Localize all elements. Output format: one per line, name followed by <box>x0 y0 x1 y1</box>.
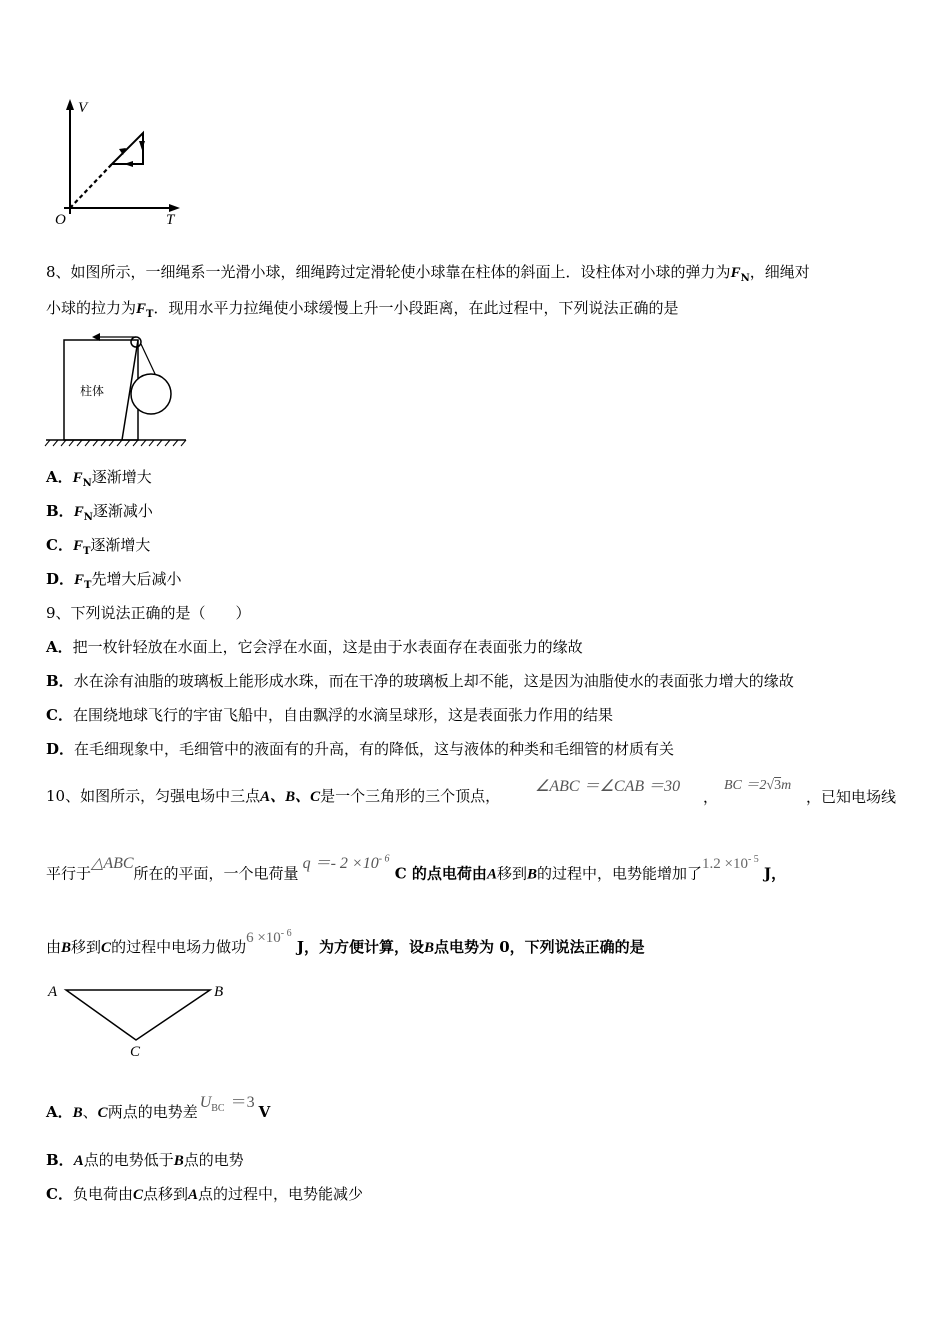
vt-graph <box>46 96 196 230</box>
q9-option-a: A．把一枚针轻放在水面上，它会浮在水面，这是由于水表面存在表面张力的缘故 <box>46 638 583 656</box>
q10-option-a: A．B、C两点的电势差$U_{BC} =3V$ <box>46 1094 271 1121</box>
ground-hatching <box>45 440 186 446</box>
q8-option-a: A．$F_N$逐渐增大 <box>46 468 152 489</box>
q10-option-b: B．A点的电势低于B点的电势 <box>46 1151 244 1169</box>
vertex-a-label: A <box>48 984 58 1000</box>
triangle-figure <box>44 978 244 1062</box>
dashed-extension <box>70 164 112 208</box>
y-axis-label: V <box>78 100 88 116</box>
q8-option-c: C．$F_T$逐渐增大 <box>46 536 151 557</box>
q9-option-b: B．水在涂有油脂的玻璃板上能形成水珠，而在干净的玻璃板上却不能，这是因为油脂使水的表面张力增大的缘故 <box>46 672 794 690</box>
x-axis-label: T <box>166 212 175 228</box>
y-axis-arrow-icon <box>66 99 74 110</box>
vertex-b-label: B <box>214 984 224 1000</box>
bc-length-expression: BC ＝2√3m <box>724 778 792 793</box>
q10-stem-line1: 10、如图所示，匀强电场中三点A、B、C是一个三角形的三个顶点， <box>46 787 501 805</box>
pillar-label: 柱体 <box>80 384 105 398</box>
ball <box>131 374 171 414</box>
q8-stem-line1: 8、如图所示，一细绳系一光滑小球，细绳跨过定滑轮使小球靠在柱体的斜面上．设柱体对小球的弹力为$F_N$，细绳对 <box>46 263 810 284</box>
cycle-triangle <box>112 133 143 164</box>
q8-stem-line2: 小球的拉力为$F_T$．现用水平力拉绳使小球缓慢上升一小段距离，在此过程中，下列说法正确的是 <box>46 299 679 320</box>
triangle-abc <box>66 990 210 1040</box>
q8-option-b: B．$F_N$逐渐减小 <box>46 502 153 523</box>
q9-option-c: C．在围绕地球飞行的宇宙飞船中，自由飘浮的水滴呈球形，这是表面张力作用的结果 <box>46 706 613 724</box>
sqrt-icon: √ <box>766 778 775 793</box>
pulley-figure <box>44 330 194 450</box>
q8-option-d: D．$F_T$先增大后减小 <box>46 570 182 591</box>
x-axis-arrow-icon <box>169 204 180 212</box>
pulley <box>131 337 141 347</box>
q9-stem: 9、下列说法正确的是（ ） <box>46 604 251 622</box>
q10-stem-line1-end: ，已知电场线 <box>806 788 897 806</box>
q9-option-d: D．在毛细现象中，毛细管中的液面有的升高，有的降低，这与液体的种类和毛细管的材质有关 <box>46 740 675 758</box>
q10-stem-line3: 由B移到C的过程中电场力做功$6 \times 10^{- 6}$ J，为方便计算，设B点电势为 0，下列说法正确的是 <box>46 928 645 956</box>
arrow-icon <box>124 161 133 167</box>
arrow-icon <box>139 141 145 150</box>
origin-label: O <box>55 212 66 228</box>
q10-option-c: C．负电荷由C点移到A点的过程中，电势能减少 <box>46 1185 364 1203</box>
angle-expression: ∠ABC ＝∠CAB ＝30 <box>535 778 681 795</box>
q10-stem-line2: 平行于△ABC所在的平面，一个电荷量$q =- 2 \times 10^{- 6}$ C 的点电荷由A移到B的过程中，电势能增加了$1.2 \times 10^{- 5}$ J， <box>46 854 787 883</box>
vertex-c-label: C <box>130 1044 141 1060</box>
rope-to-ball <box>141 344 156 376</box>
separator-comma: ， <box>703 788 719 806</box>
